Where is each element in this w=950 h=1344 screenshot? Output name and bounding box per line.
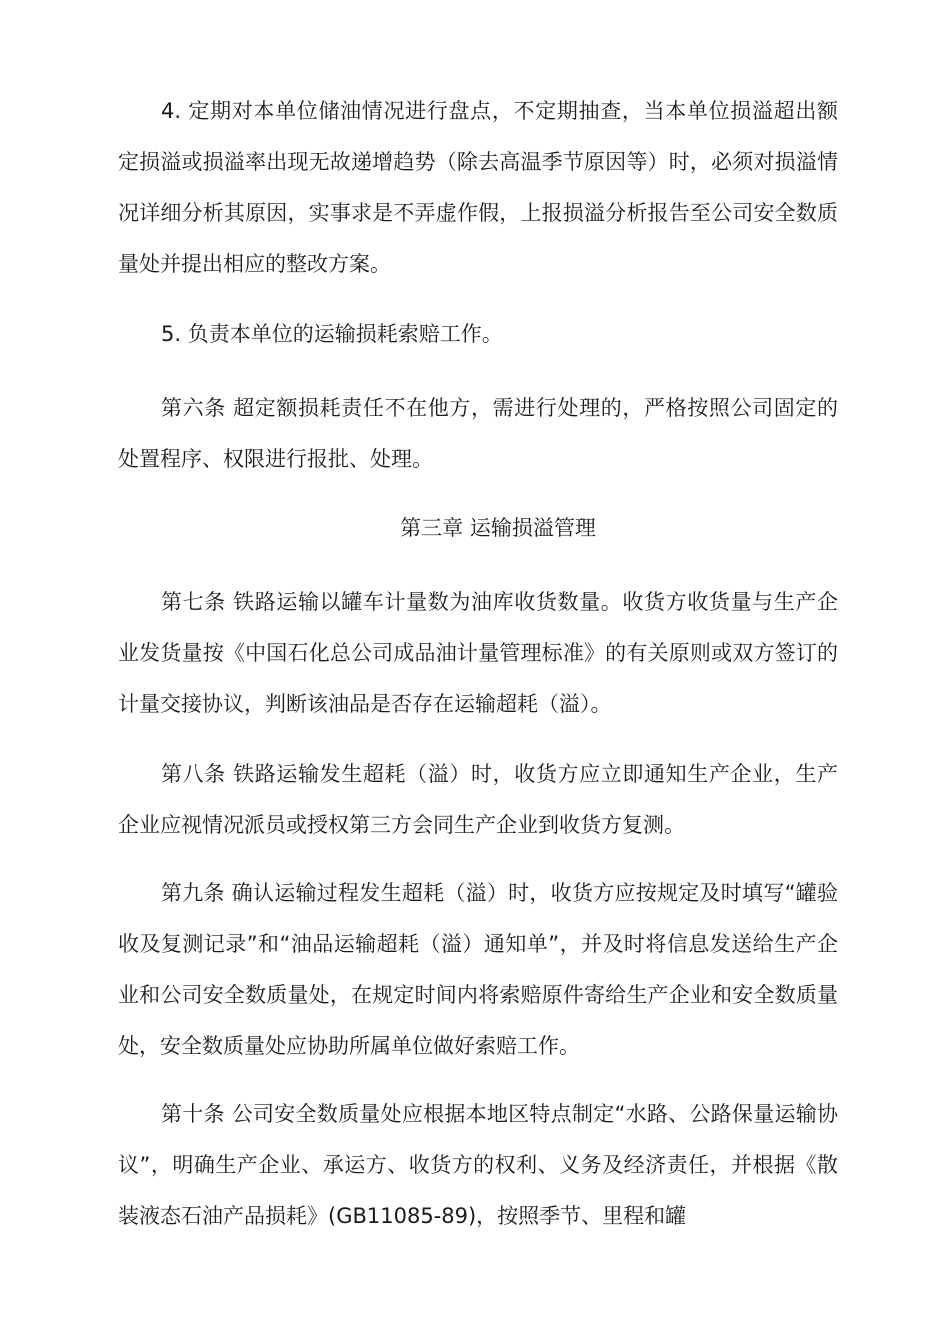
paragraph-item-5: 5. 负责本单位的运输损耗索赔工作。 (161, 322, 503, 346)
paragraph-item-4: 4. 定期对本单位储油情况进行盘点，不定期抽查，当本单位损溢超出额定损溢或损溢率出现无故递增趋势（除去高温季节原因等）时，必须对损溢情况详细分析其原因，实事求是不弄虚作假，上报损溢分析报告至公司安全数质量处并提出相应的整改方案。 (118, 99, 838, 276)
paragraph-article-6: 第六条 超定额损耗责任不在他方，需进行处理的，严格按照公司固定的处置程序、权限进行报批、处理。 (118, 396, 838, 471)
paragraph-article-8: 第八条 铁路运输发生超耗（溢）时，收货方应立即通知生产企业，生产企业应视情况派员或授权第三方会同生产企业到收货方复测。 (118, 762, 838, 837)
paragraph-article-7: 第七条 铁路运输以罐车计量数为油库收货数量。收货方收货量与生产企业发货量按《中国石化总公司成品油计量管理标准》的有关原则或双方签订的计量交接协议，判断该油品是否存在运输超耗（溢）。 (118, 590, 838, 716)
chapter-heading: 第三章 运输损溢管理 (400, 516, 596, 540)
paragraph-article-10: 第十条 公司安全数质量处应根据本地区特点制定“水路、公路保量运输协议”，明确生产企业、承运方、收货方的权利、义务及经济责任，并根据《散装液态石油产品损耗》(GB11085-89)，按照季节、里程和罐 (118, 1102, 838, 1228)
paragraph-article-9: 第九条 确认运输过程发生超耗（溢）时，收货方应按规定及时填写“罐验收及复测记录”和“油品运输超耗（溢）通知单”，并及时将信息发送给生产企业和公司安全数质量处，在规定时间内将索赔原件寄给生产企业和安全数质量处，安全数质量处应协助所属单位做好索赔工作。 (118, 881, 838, 1058)
